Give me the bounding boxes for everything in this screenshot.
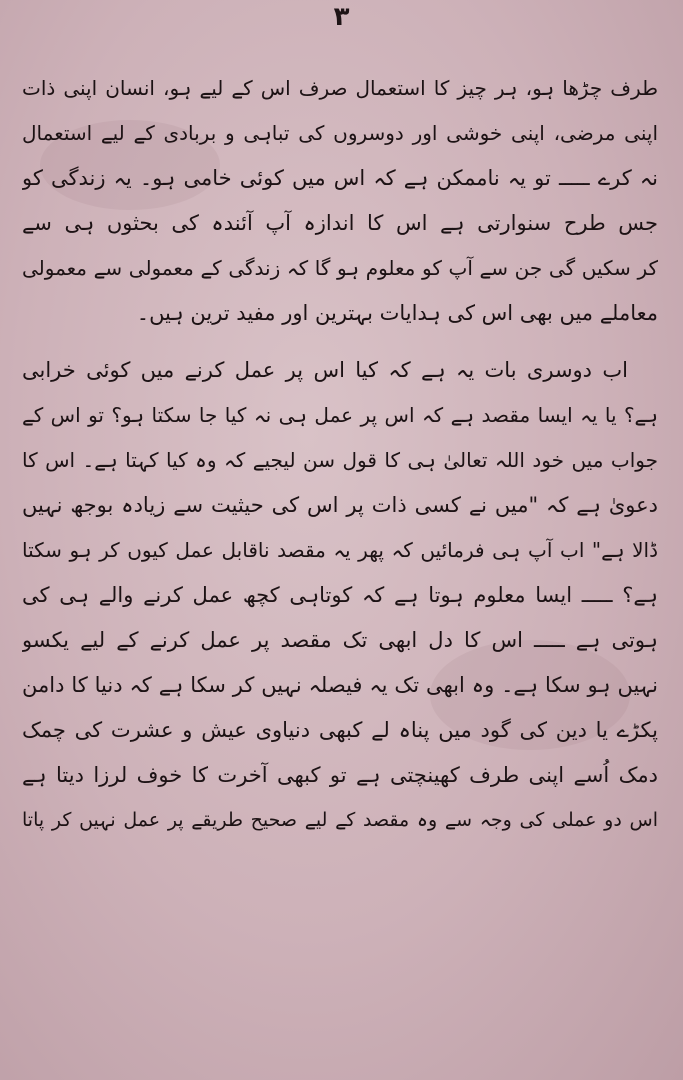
paragraph [22,348,658,843]
text-line: ہوتی ہے ـــــ اس کا دل ابھی تک مقصد پر عمل کرنے کے لیے یکسو [22,628,658,652]
text-line: جس طرح سنوارتی ہے اس کا اندازہ آپ آئندہ کی بحثوں ہی سے [22,211,658,235]
page-number: ٣ [333,2,350,32]
text-line: اپنی مرضی، اپنی خوشی اور دوسروں کی تباہی و بربادی کے لیے استعمال [22,121,658,145]
text-line: کر سکیں گی جن سے آپ کو معلوم ہو گا کہ زندگی کے معمولی سے معمولی [22,256,658,280]
text-line: پکڑے یا دین کی گود میں پناہ لے کبھی دنیاوی عیش و عشرت کی چمک [22,718,658,742]
text-line: طرف چڑھا ہو، ہر چیز کا استعمال صرف اس کے لیے ہو، انسان اپنی ذات [22,76,658,100]
text-line: نہ کرے ـــــ تو یہ ناممکن ہے کہ اس میں کوئی خامی ہو۔ یہ زندگی کو [22,166,658,190]
paragraph-gap [22,336,658,348]
paragraph [22,66,658,336]
text-line: دعویٰ ہے کہ "میں نے کسی ذات پر اس کی حیثیت سے زیادہ بوجھ نہیں [22,493,658,517]
text-line: نہیں ہو سکا ہے۔ وہ ابھی تک یہ فیصلہ نہیں کر سکا ہے کہ دنیا کا دامن [22,673,658,697]
text-line: جواب میں خود اللہ تعالیٰ ہی کا قول سن لیجیے کہ وہ کیا کہتا ہے۔ اس کا [22,448,658,472]
body-text [22,66,658,843]
text-line: معاملے میں بھی اس کی ہدایات بہترین اور مفید ترین ہیں۔ [136,301,658,325]
text-line: ہے؟ یا یہ ایسا مقصد ہے کہ اس پر عمل ہی نہ کیا جا سکتا ہو؟ تو اس کے [22,403,658,427]
text-line: اس دو عملی کی وجہ سے وہ مقصد کے لیے صحیح طریقے پر عمل نہیں کر پاتا [22,809,658,831]
text-line: ہے؟ ـــــ ایسا معلوم ہوتا ہے کہ کوتاہی کچھ عمل کرنے والے ہی کی [22,583,658,607]
text-line: دمک اُسے اپنی طرف کھینچتی ہے تو کبھی آخرت کا خوف لرزا دیتا ہے [22,763,658,787]
text-line: ڈالا ہے" اب آپ ہی فرمائیں کہ پھر یہ مقصد ناقابل عمل کیوں کر ہو سکتا [22,538,658,562]
text-line: اب دوسری بات یہ ہے کہ کیا اس پر عمل کرنے میں کوئی خرابی [22,358,628,382]
